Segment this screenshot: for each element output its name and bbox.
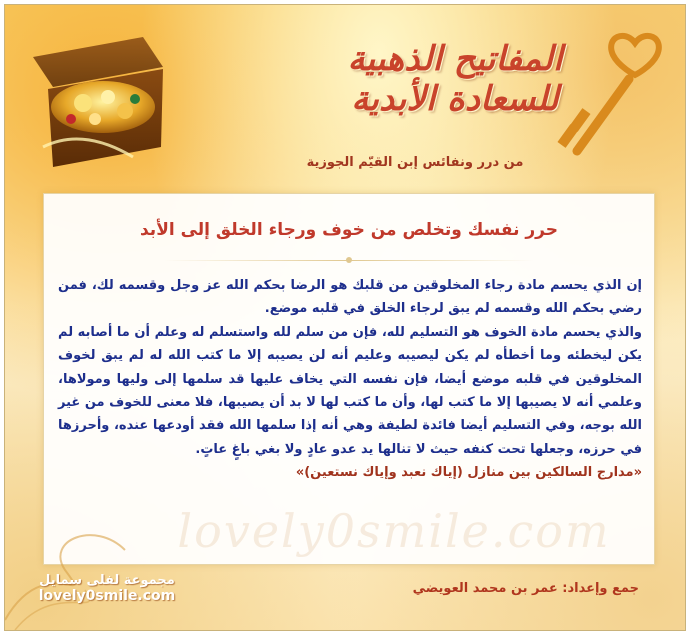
logo-title-line2: للسعادة الأبدية [351, 79, 559, 119]
article-paragraph-1: إن الذي يحسم مادة رجاء المخلوقين من قلبك هو الرضا بحكم الله عز وجل وقسمه لك، فمن رضي بحكم الله وقسمه لم يبق لرجاء الخلق في قلبه موضع. [58, 278, 642, 317]
footer-credit: جمع وإعداد: عمر بن محمد العويضي [412, 581, 639, 596]
header-subtitle: من درر ونفائس إبن القيّم الجوزية [306, 155, 524, 170]
logo-title-line1: المفاتيح الذهبية [347, 39, 563, 79]
footer-brand-url[interactable]: lovely0smile.com [38, 588, 176, 604]
footer-brand-arabic: مجموعة لفلى سمايل [39, 573, 175, 588]
article-heading: حرر نفسك وتخلص من خوف ورجاء الخلق إلى الأبد [139, 220, 559, 240]
watermark-text: lovely0smile.com [177, 504, 611, 558]
page-frame [4, 4, 686, 631]
treasure-chest-icon [23, 27, 173, 177]
footer-brand[interactable] [27, 573, 187, 604]
article-paragraph-2: والذي يحسم مادة الخوف هو التسليم لله، فإن من سلم لله واستسلم له وعلم أن ما أصابه لم يكن ليخطئه وما أخطأه لم يكن ليصيبه وعليم أنه لن يصيبه إلا ما كتب الله له لم يبق لخوف المخلوقين في قلبه موضع أيضا، فإن نفسه التي يخاف عليها قد سلمها إلى وليها ومولاها، وعلمي أنه لا يصيبها إلا ما كتب لها، وأن ما كتب لها لا بد أن يصيبها، فلا معنى للخوف من غير الله بوجه، وفي التسليم أيضا فائدة لطيفة وهي أنه إذا سلمها الله فقد أودعها عنده، وأحرزها في حرزه، وجعلها تحت كنفه حيث لا تنالها يد عدو عادٍ ولا بغي باغٍ عاتٍ. [58, 324, 642, 457]
article-body [58, 274, 642, 485]
site-logo-title [335, 39, 575, 149]
article-source: «مدارج السالكين بين منازل (إياك نعبد وإياك نستعين)» [295, 465, 642, 481]
decorative-swirl-icon [5, 490, 185, 630]
heading-divider [164, 260, 534, 261]
